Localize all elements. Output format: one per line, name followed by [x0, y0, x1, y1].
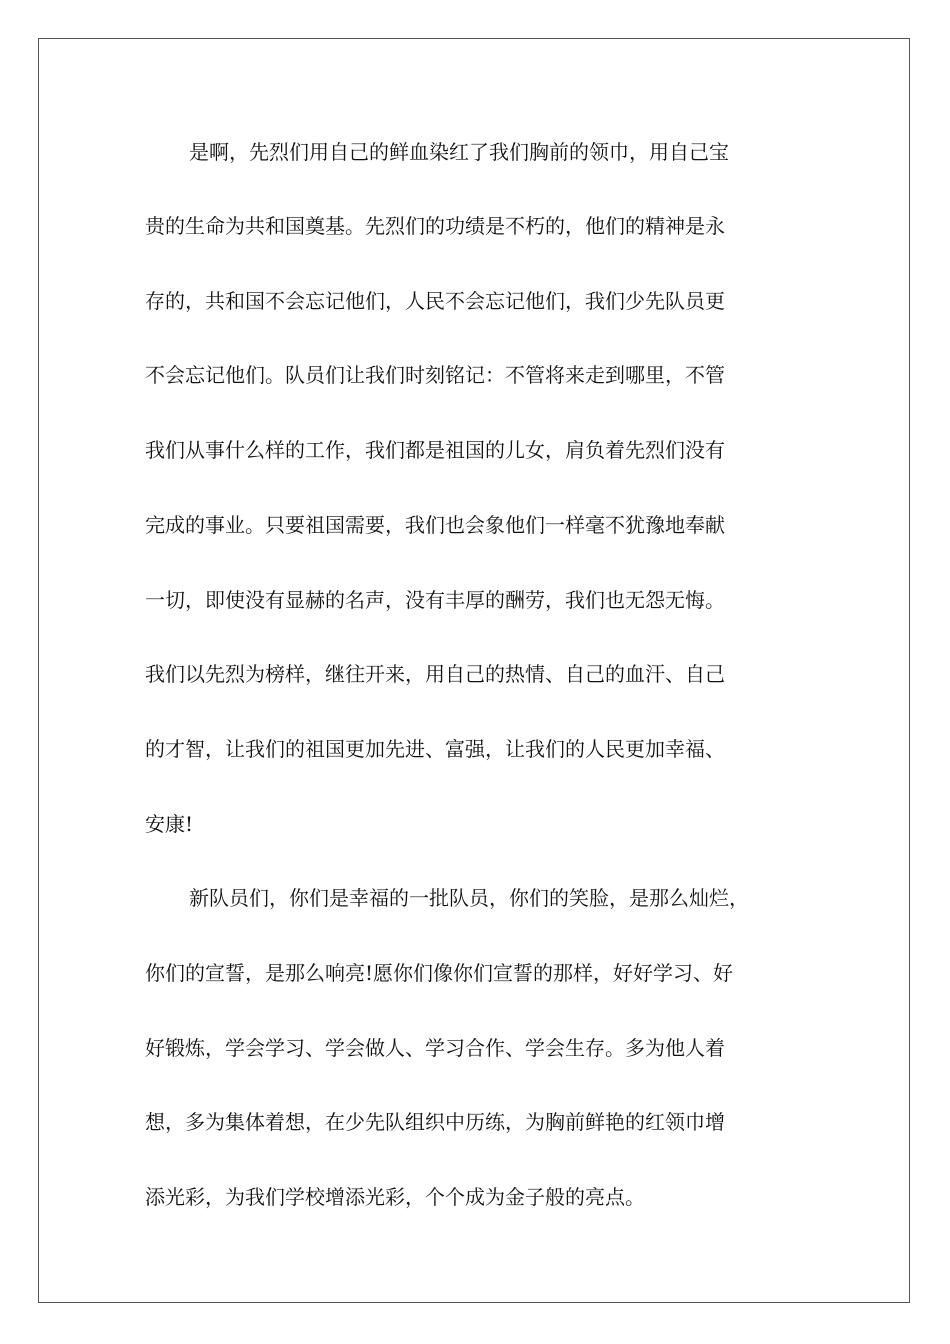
paragraph-1-line-2: 贵的生命为共和国奠基。先烈们的功绩是不朽的，他们的精神是永: [145, 214, 725, 238]
paragraph-1-line-9: 的才智，让我们的祖国更加先进、富强，让我们的人民更加幸福、: [145, 737, 725, 761]
paragraph-1-line-3: 存的，共和国不会忘记他们，人民不会忘记他们，我们少先队员更: [145, 289, 725, 313]
paragraph-1-line-5: 我们从事什么样的工作，我们都是祖国的儿女，肩负着先烈们没有: [145, 438, 725, 462]
paragraph-1-line-8: 我们以先烈为榜样，继往开来，用自己的热情、自己的血汗、自己: [145, 662, 725, 686]
paragraph-2-line-4: 想，多为集体着想，在少先队组织中历练，为胸前鲜艳的红领巾增: [145, 1110, 725, 1134]
paragraph-2-line-5: 添光彩，为我们学校增添光彩，个个成为金子般的亮点。: [145, 1185, 645, 1209]
paragraph-1-line-1: 是啊，先烈们用自己的鲜血染红了我们胸前的领巾，用自己宝: [189, 140, 729, 164]
paragraph-2-line-2: 你们的宣誓，是那么响亮!愿你们像你们宣誓的那样，好好学习、好: [145, 961, 734, 985]
paragraph-2-line-1: 新队员们，你们是幸福的一批队员，你们的笑脸，是那么灿烂，: [189, 886, 749, 910]
paragraph-1-line-10: 安康!: [145, 812, 194, 836]
paragraph-1-line-7: 一切，即使没有显赫的名声，没有丰厚的酬劳，我们也无怨无悔。: [145, 588, 725, 612]
paragraph-1-line-6: 完成的事业。只要祖国需要，我们也会象他们一样毫不犹豫地奉献: [145, 513, 725, 537]
paragraph-2-line-3: 好锻炼，学会学习、学会做人、学习合作、学会生存。多为他人着: [145, 1036, 725, 1060]
paragraph-1-line-4: 不会忘记他们。队员们让我们时刻铭记：不管将来走到哪里，不管: [145, 363, 725, 387]
